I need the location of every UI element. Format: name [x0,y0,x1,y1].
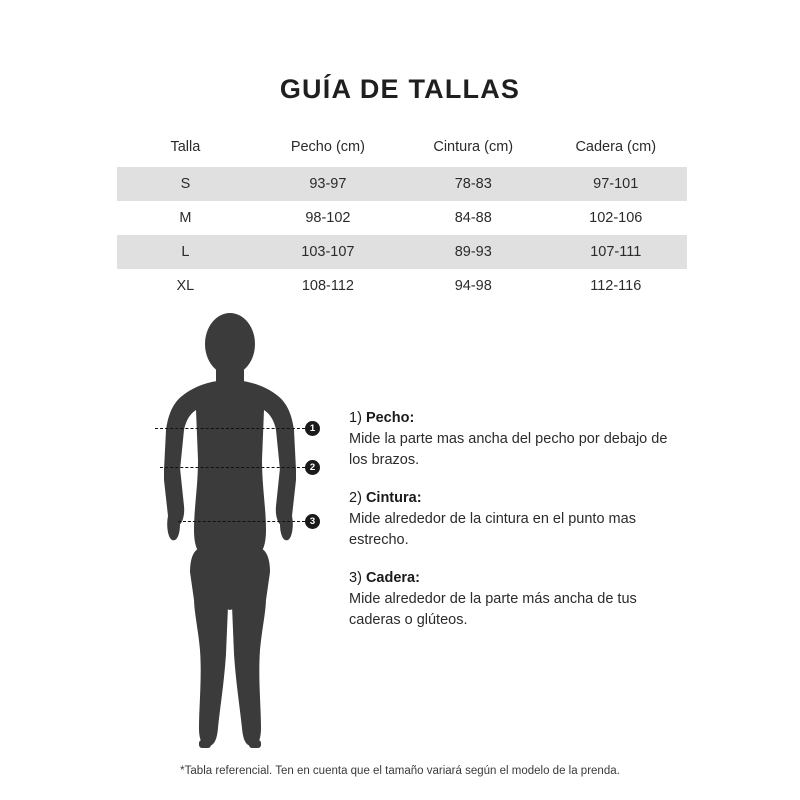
chest-dash-line [155,428,305,429]
note-cintura-number: 2) [349,490,362,507]
waist-marker-dot: 2 [305,460,320,475]
note-pecho-heading [349,408,679,429]
table-header-row [117,130,687,167]
size-chart-table [117,130,687,303]
note-cadera-number: 3) [349,570,362,587]
bottom-edge [0,796,800,800]
cell-cintura: 94-98 [454,278,492,294]
cell-talla: M [179,210,192,226]
note-cintura-body: Mide alrededor de la cintura en el punto mas estrecho. [349,511,636,549]
table-row [117,201,687,235]
note-pecho [349,408,679,471]
note-cadera-colon: : [415,570,420,587]
note-cadera [349,568,679,631]
column-header-cintura: Cintura (cm) [433,139,514,155]
note-cadera-body: Mide alrededor de la parte más ancha de tus caderas o glúteos. [349,591,637,629]
table-row [117,235,687,269]
cell-cintura: 89-93 [402,235,545,269]
cell-cadera: 102-106 [589,210,643,226]
hip-dash-line [178,521,305,522]
cell-talla: L [117,235,254,269]
note-cintura-heading [349,488,679,509]
cell-cintura: 84-88 [454,210,492,226]
cell-pecho: 93-97 [254,167,402,201]
note-pecho-number: 1) [349,410,362,426]
measurement-instructions [349,408,679,648]
cell-pecho: 108-112 [301,278,354,294]
note-cadera-title: Cadera [365,570,416,587]
cell-talla: S [117,167,254,201]
table-row [117,269,687,303]
page-title: GUÍA DE TALLAS [279,74,521,104]
cell-talla: XL [176,278,195,294]
note-cadera-heading [349,568,679,589]
hip-marker-dot: 3 [305,514,320,529]
chest-marker-dot: 1 [305,421,320,436]
note-pecho-body: Mide la parte mas ancha del pecho por debajo de los brazos. [349,431,668,469]
cell-pecho: 103-107 [254,235,402,269]
note-pecho-colon: : [409,410,415,426]
waist-dash-line [160,467,305,468]
note-cintura [349,488,679,551]
table-row [117,167,687,201]
column-header-pecho: Pecho (cm) [290,139,365,155]
note-cintura-colon: : [416,490,422,507]
footnote-text: *Tabla referencial. Ten en cuenta que el tamaño variará según el modelo de la prenda. [180,765,620,777]
note-cintura-title: Cintura [365,490,417,507]
column-header-talla: Talla [170,139,201,155]
cell-pecho: 98-102 [305,210,351,226]
cell-cadera: 107-111 [544,235,687,269]
cell-cintura: 78-83 [402,167,545,201]
column-header-cadera: Cadera (cm) [575,139,657,155]
cell-cadera: 97-101 [544,167,687,201]
cell-cadera: 112-116 [590,278,642,294]
note-pecho-title: Pecho [365,410,410,426]
